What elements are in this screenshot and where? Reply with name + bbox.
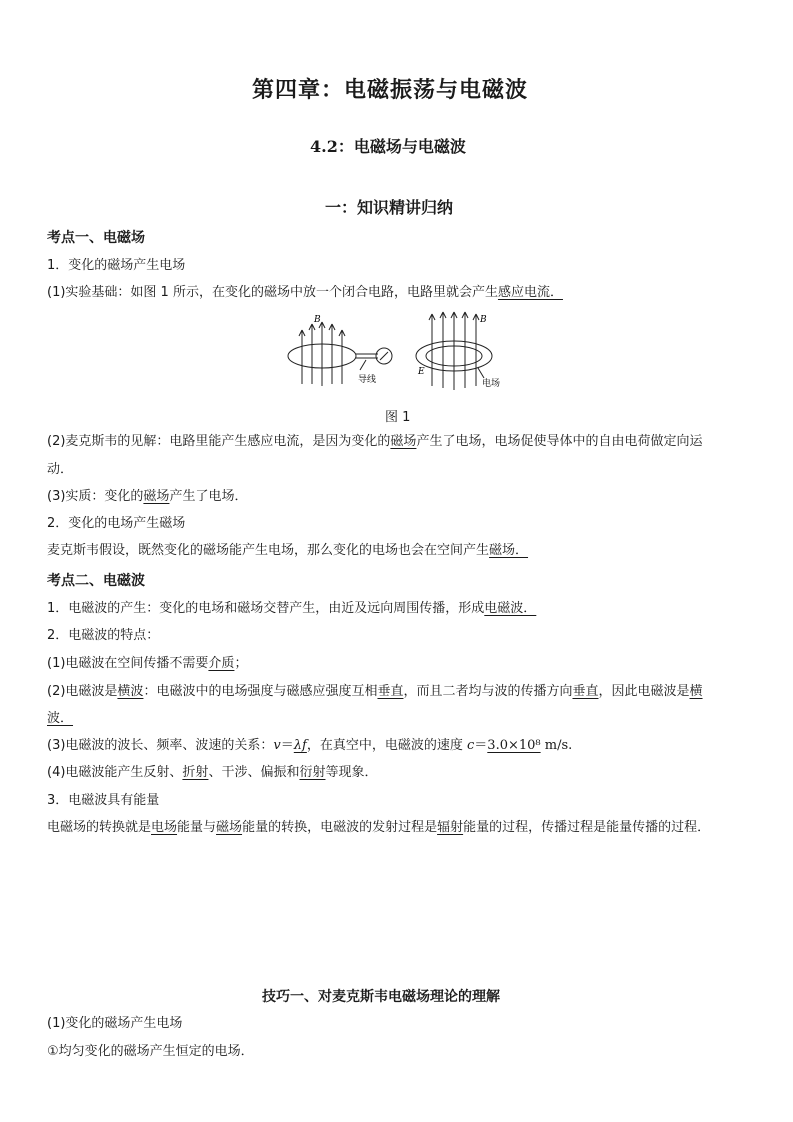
tip1-p2: ①均匀变化的磁场产生恒定的电场． — [47, 1044, 254, 1059]
kp2-s3: 3．电磁波具有能量 — [47, 793, 160, 808]
figure-caption: 图 1 — [385, 410, 411, 425]
kp1-p3: (3)实质：变化的磁场产生了电场． — [47, 489, 248, 504]
kp2-p2: (2)电磁波是横波：电磁波中的电场强度与磁感应强度互相垂直，而且二者均与波的传播方向垂直，因此电磁波是横 — [47, 684, 703, 699]
figure-label-e: E — [418, 367, 425, 377]
kp1-p4: 麦克斯韦假设，既然变化的磁场能产生电场，那么变化的电场也会在空间产生磁场． — [47, 543, 529, 558]
kp2-s2: 2．电磁波的特点： — [47, 628, 160, 643]
figure-label-field: 电场 — [482, 379, 501, 389]
kp1-p1: (1)实验基础：如图 1 所示，在变化的磁场中放一个闭合电路，电路里就会产生感应电流． — [47, 285, 563, 300]
section-subtitle: 4.2：电磁场与电磁波 — [310, 137, 466, 156]
kp2-p5: 电磁场的转换就是电场能量与磁场能量的转换，电磁波的发射过程是辐射能量的过程，传播过程是能量传播的过程． — [47, 820, 711, 835]
kp1-p2: (2)麦克斯韦的见解：电路里能产生感应电流，是因为变化的磁场产生了电场，电场促使导体中的自由电荷做定向运 — [47, 434, 703, 449]
figure-label-b1: B — [314, 315, 321, 325]
kp2-heading: 考点二、电磁波 — [47, 573, 145, 589]
tip1-heading: 技巧一、对麦克斯韦电磁场理论的理解 — [262, 989, 500, 1005]
figure-label-b2: B — [480, 315, 487, 325]
kp1-p2-line2: 动． — [47, 462, 74, 477]
tip1-p1: (1)变化的磁场产生电场 — [47, 1016, 183, 1031]
kp2-p2-line2: 波． — [47, 711, 74, 726]
kp2-p3: (3)电磁波的波长、频率、波速的关系：v＝λf，在真空中，电磁波的速度 c＝3.0×10⁸ m/s. — [47, 738, 573, 753]
kp2-p4: (4)电磁波能产生反射、折射、干涉、偏振和衍射等现象． — [47, 765, 378, 780]
chapter-title: 第四章：电磁振荡与电磁波 — [252, 77, 529, 103]
kp1-s2: 2．变化的电场产生磁场 — [47, 516, 186, 531]
kp1-s1: 1．变化的磁场产生电场 — [47, 258, 186, 273]
figure-label-wire: 导线 — [358, 375, 377, 385]
kp2-s1: 1．电磁波的产生：变化的电场和磁场交替产生，由近及远向周围传播，形成电磁波． — [47, 601, 537, 616]
section-heading: 一：知识精讲归纳 — [325, 198, 454, 217]
kp2-p1: (1)电磁波在空间传播不需要介质； — [47, 656, 248, 671]
kp1-heading: 考点一、电磁场 — [47, 230, 145, 246]
electromagnetic-induction-figure — [282, 310, 512, 394]
